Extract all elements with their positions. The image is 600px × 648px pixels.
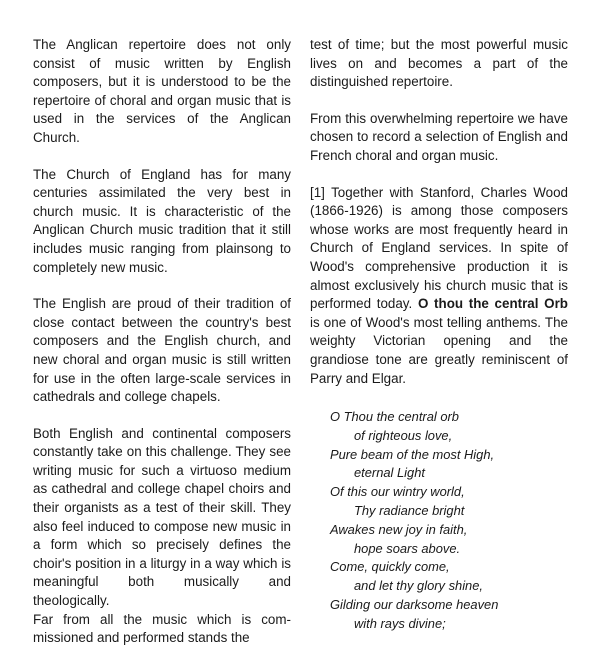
poem-line: Pure beam of the most High, — [330, 446, 495, 462]
paragraph-english-tradition: The English are proud of their tradition of close contact between the country's best composers and the English church, and new choral and organ music is still written for use in the often large-scale services in cathedrals and college chapels. — [33, 296, 291, 405]
paragraph-charles-wood — [310, 184, 568, 389]
right-column — [310, 36, 568, 634]
poem-line: Of this our wintry world, — [330, 484, 465, 500]
wood-outro-text: is one of Wood's most telling anthems. The weighty Victorian opening and the grandiose tone are greatly reminiscent of Parry and Elgar. — [310, 314, 568, 386]
poem-line: and let thy glory shine, — [354, 578, 483, 594]
poem-line: hope soars above. — [354, 540, 461, 556]
poem-line: O Thou the central orb — [330, 409, 459, 425]
poem-line: Thy radiance bright — [354, 503, 465, 519]
poem-line: Come, quickly come, — [330, 559, 450, 575]
paragraph-composers-challenge: Both English and continental composers constantly take on this challenge. They see writing music for such a virtuoso medium as cathedral and college chapel choirs and their organists as a test of their skill. They also feel induced to compose new music in a form which so precisely defines the choir's position in a liturgy in a way which is meaningful both musically and theologically. — [33, 425, 291, 609]
paragraph-selection: From this overwhelming repertoire we have chosen to record a selection of English and French choral and organ music. — [310, 110, 568, 163]
poem-line: eternal Light — [354, 465, 425, 481]
paragraph-test-of-time: test of time; but the most powerful music lives on and becomes a part of the distinguished repertoire. — [310, 37, 568, 90]
paragraph-anglican-repertoire: The Anglican repertoire does not only consist of music written by English composers, but it is understood to be the repertoire of choral and organ music that is used in the services of the Anglican Church. — [33, 37, 291, 145]
poem-line: Awakes new joy in faith, — [330, 521, 468, 537]
poem-line: with rays divine; — [354, 615, 446, 631]
wood-intro-text: [1] Together with Stanford, Charles Wood (1866-1926) is among those composers whose works are most frequently heard in Church of England services. In spite of Wood's comprehensive production it is almost exclusively his church music that is performed today. — [310, 184, 568, 312]
poem-line: of righteous love, — [354, 427, 453, 443]
paragraph-far-from-all: Far from all the music which is commissioned and performed stands the — [33, 611, 291, 646]
paragraph-church-of-england: The Church of England has for many centuries assimilated the very best in church music. It is characteristic of the Anglican Church music tradition that it still includes music ranging from plainsong to completely new music. — [33, 166, 291, 275]
poem-line: Gilding our darksome heaven — [330, 597, 499, 613]
left-column — [33, 36, 291, 648]
anthem-title: O thou the central Orb — [417, 296, 568, 312]
